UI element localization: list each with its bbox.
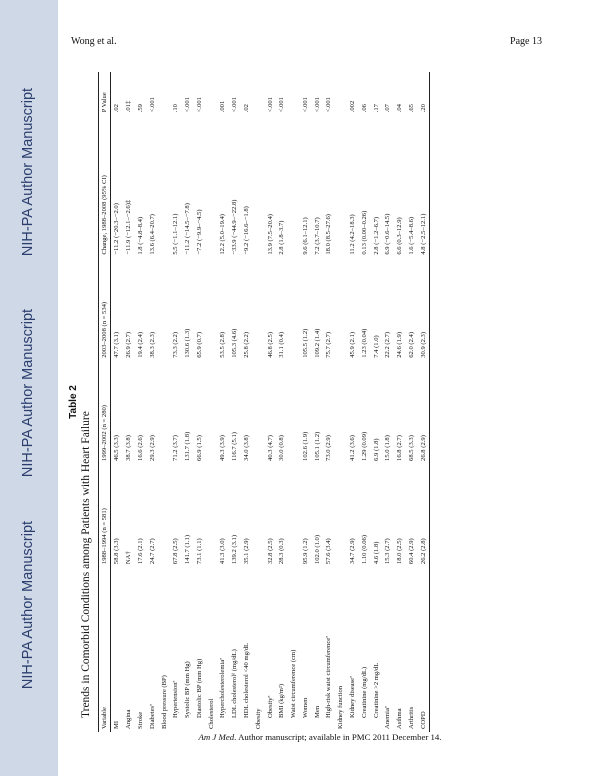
value-cell	[252, 258, 264, 361]
rotated-table-block	[68, 72, 548, 732]
value-cell: 35.1 (2.9)	[242, 538, 250, 565]
table-row	[146, 72, 158, 732]
watermark-text: NIH-PA Author Manuscript	[20, 308, 36, 478]
value-cell: <.001	[184, 97, 192, 113]
value-cell: 0.13 (0.00–0.26)	[360, 210, 368, 255]
running-head-author: Wong et al.	[71, 36, 117, 47]
variable-cell: Creatinine >2 mg/dL	[372, 662, 380, 718]
value-cell	[158, 361, 170, 464]
value-cell: 41.2 (3.6)	[349, 435, 357, 461]
table-row	[417, 72, 429, 732]
value-cell: 62.0 (2.4)	[407, 331, 415, 358]
value-cell: 68.5 (3.3)	[407, 435, 415, 461]
variable-cell: Diabetesª	[148, 704, 156, 729]
value-cell: −11.2 (−14.5–−7.8)	[184, 203, 192, 255]
table-row	[123, 72, 135, 732]
table-row	[370, 72, 382, 732]
variable-cell: Anemiaª	[384, 706, 392, 729]
value-cell: 53.5 (2.8)	[219, 331, 227, 358]
variable-cell: Kidney function	[337, 685, 345, 729]
value-cell: 26.8 (2.9)	[417, 361, 429, 464]
table-row	[323, 72, 335, 732]
variable-cell: Obesityª	[266, 695, 274, 718]
value-cell: 6.9 (1.8)	[372, 438, 380, 461]
variable-cell: Systolic BP (mm Hg)	[184, 661, 192, 718]
value-cell: 16.8 (2.7)	[396, 435, 404, 461]
table-row	[229, 72, 241, 732]
table-row	[335, 72, 347, 732]
table-header-row	[99, 72, 111, 732]
value-cell: .65	[407, 104, 415, 113]
value-cell: 29.3 (2.9)	[148, 435, 156, 461]
value-cell: 6.6 (0.3–12.9)	[396, 217, 404, 255]
value-cell: 71.2 (3.7)	[172, 435, 180, 461]
variable-cell: Angina	[125, 709, 133, 729]
value-cell: <.001	[195, 97, 203, 113]
value-cell: 7.4 (1.0)	[372, 335, 380, 358]
column-header: 2003–2008 (n = 534)	[99, 258, 111, 361]
table-row	[252, 72, 264, 732]
variable-cell: Hypertensionª	[172, 680, 180, 718]
value-cell: 31.1 (0.4)	[278, 331, 286, 358]
variable-cell: Diastolic BP (mm Hg)	[195, 658, 203, 718]
variable-cell: MI	[113, 720, 121, 729]
value-cell: NA†	[125, 551, 133, 565]
value-cell: 34.7 (2.9)	[349, 538, 357, 565]
value-cell	[252, 361, 264, 464]
value-cell: 109.2 (1.4)	[313, 328, 321, 358]
value-cell: .10	[172, 104, 180, 113]
value-cell: 131.7 (1.8)	[184, 431, 192, 461]
value-cell: 1.29 (0.09)	[360, 431, 368, 461]
value-cell: 141.7 (1.1)	[184, 534, 192, 565]
table-body	[111, 72, 430, 732]
table-row	[241, 72, 253, 732]
value-cell: 4.8 (−2.5–12.1)	[417, 115, 429, 257]
variable-cell: Men	[313, 705, 321, 718]
variable-cell: Hypercholesterolemiaª	[219, 657, 227, 718]
variable-cell: Asthma	[396, 708, 404, 729]
value-cell: .07	[384, 104, 392, 113]
value-cell	[158, 464, 170, 567]
column-header: Variable	[99, 567, 111, 732]
value-cell: .01‡	[125, 100, 133, 113]
table-row	[311, 72, 323, 732]
value-cell	[205, 361, 217, 464]
value-cell: 16.6 (2.6)	[136, 435, 144, 461]
value-cell: 46.5 (3.3)	[113, 435, 121, 461]
variable-cell: HDL cholesterol <40 mg/dL	[242, 642, 250, 718]
value-cell: 67.8 (2.5)	[172, 538, 180, 565]
value-cell	[158, 115, 170, 257]
value-cell	[335, 361, 347, 464]
table-row	[382, 72, 394, 732]
column-header: 1999–2002 (n = 280)	[99, 361, 111, 464]
value-cell: 5.5 (−1.1–12.1)	[172, 213, 180, 255]
table-row	[158, 72, 170, 732]
value-cell	[288, 361, 300, 464]
value-cell: 102.6 (1.9)	[301, 431, 309, 461]
value-cell: 4.6 (1.8)	[372, 541, 380, 565]
table-row	[394, 72, 406, 732]
watermark-text: NIH-PA Author Manuscript	[20, 520, 36, 690]
variable-cell: Kidney diseaseª	[349, 676, 357, 718]
value-cell: 105.3 (4.6)	[231, 328, 239, 358]
table-row	[347, 72, 359, 732]
value-cell: 116.7 (5.1)	[231, 432, 239, 461]
value-cell: .17	[372, 104, 380, 113]
table-row	[406, 72, 418, 732]
value-cell: 105.5 (1.2)	[301, 328, 309, 358]
value-cell: 30.9 (2.3)	[417, 258, 429, 361]
value-cell: 7.2 (3.7–10.7)	[313, 217, 321, 255]
variable-cell: High-risk waist circumferenceª	[325, 635, 333, 718]
value-cell: 65.9 (0.7)	[195, 331, 203, 358]
table-number: Table 2	[68, 385, 79, 419]
value-cell: 73.1 (1.1)	[195, 538, 203, 565]
value-cell: .02	[242, 104, 250, 113]
footer-citation	[0, 732, 600, 742]
value-cell: 9.6 (6.1–12.1)	[301, 217, 309, 255]
value-cell	[205, 464, 217, 567]
value-cell: 139.2 (3.1)	[231, 534, 239, 565]
value-cell: <.001	[301, 97, 309, 113]
value-cell	[205, 258, 217, 361]
table-row	[193, 72, 205, 732]
value-cell	[335, 72, 347, 115]
value-cell: 30.0 (0.8)	[278, 435, 286, 461]
value-cell: 2.8 (−1.2–6.7)	[372, 216, 380, 255]
value-cell	[288, 258, 300, 361]
value-cell: −11.9 (−12.1–−2.6)‡	[125, 199, 133, 255]
value-cell	[335, 464, 347, 567]
value-cell: .04	[396, 104, 404, 113]
value-cell	[158, 258, 170, 361]
value-cell: 49.3 (3.9)	[219, 435, 227, 461]
value-cell: 75.7 (2.7)	[325, 331, 333, 358]
value-cell: 26.2 (2.8)	[417, 464, 429, 567]
journal-name: Am J Med	[198, 732, 235, 742]
variable-cell: LDL cholesterolᵈ (mg/dL)	[231, 649, 239, 718]
value-cell: 60.4 (2.9)	[407, 538, 415, 565]
value-cell: <.001	[278, 97, 286, 113]
column-header: P Value	[99, 72, 111, 115]
value-cell: 45.9 (2.1)	[349, 331, 357, 358]
value-cell: 66.9 (1.5)	[195, 435, 203, 461]
value-cell: 22.2 (2.7)	[384, 331, 392, 358]
value-cell: 24.7 (2.7)	[148, 538, 156, 565]
value-cell: 12.2 (5.0–19.4)	[219, 213, 227, 255]
value-cell	[252, 464, 264, 567]
value-cell: 102.0 (1.0)	[313, 534, 321, 565]
value-cell: <.001	[231, 97, 239, 113]
value-cell: −11.2 (−20.3–−2.0)	[113, 203, 121, 255]
value-cell: 17.6 (2.1)	[136, 538, 144, 565]
value-cell: 38.3 (2.3)	[148, 331, 156, 358]
value-cell	[158, 72, 170, 115]
value-cell: 18.0 (2.5)	[396, 538, 404, 565]
value-cell: 1.23 (0.04)	[360, 328, 368, 358]
value-cell: 13.9 (7.5–20.4)	[266, 213, 274, 255]
value-cell: −9.2 (−16.6–−1.8)	[242, 206, 250, 255]
table-row	[217, 72, 229, 732]
variable-cell: COPD	[417, 567, 429, 732]
value-cell: <.001	[148, 97, 156, 113]
value-cell: <.001	[313, 97, 321, 113]
table-row	[300, 72, 312, 732]
value-cell: 58.8 (3.3)	[113, 538, 121, 565]
value-cell	[335, 115, 347, 257]
variable-cell: Women	[301, 697, 309, 718]
value-cell: 11.2 (4.2–18.3)	[349, 214, 357, 255]
value-cell: 130.6 (1.3)	[184, 328, 192, 358]
value-cell: 46.8 (2.5)	[266, 331, 274, 358]
variable-cell: Cholesterol	[207, 698, 215, 729]
value-cell: 15.0 (1.8)	[384, 435, 392, 461]
page-number: Page 13	[510, 36, 542, 47]
value-cell	[205, 72, 217, 115]
variable-cell: BMI (kg/m²)	[278, 683, 286, 718]
value-cell: 41.3 (3.0)	[219, 538, 227, 565]
value-cell: 24.6 (1.9)	[396, 331, 404, 358]
value-cell: −33.9 (−44.9–−22.8)	[231, 199, 239, 255]
table-row	[288, 72, 300, 732]
value-cell: .001	[219, 100, 227, 113]
table-row	[111, 72, 123, 732]
value-cell: 18.0 (8.5–27.6)	[325, 213, 333, 255]
value-cell	[252, 115, 264, 257]
value-cell: <.001	[325, 97, 333, 113]
variable-cell: Obesity	[254, 708, 262, 729]
value-cell: −7.2 (−9.9–−4.5)	[195, 209, 203, 255]
value-cell: 28.3 (0.3)	[278, 538, 286, 565]
value-cell: 47.7 (3.1)	[113, 331, 121, 358]
table-row	[264, 72, 276, 732]
variable-cell: Creatinine (mg/dL)	[360, 666, 368, 718]
value-cell: 73.0 (2.9)	[325, 435, 333, 461]
value-cell: 2.8 (1.8–3.7)	[278, 220, 286, 255]
variable-cell: Arthritis	[407, 706, 415, 729]
value-cell	[288, 72, 300, 115]
watermark-text: NIH-PA Author Manuscript	[20, 87, 36, 257]
value-cell: 1.6 (−5.4–8.6)	[407, 216, 415, 255]
value-cell: 1.10 (0.06)	[360, 534, 368, 565]
value-cell: 73.3 (2.2)	[172, 331, 180, 358]
value-cell: .002	[349, 100, 357, 113]
value-cell: 95.9 (1.2)	[301, 538, 309, 565]
value-cell: .59	[136, 104, 144, 113]
variable-cell: Blood pressure (BP)	[160, 675, 168, 729]
table-row	[276, 72, 288, 732]
value-cell: 38.7 (3.8)	[125, 435, 133, 461]
table-row	[135, 72, 147, 732]
footer-text: . Author manuscript; available in PMC 2011 December 14.	[234, 732, 442, 742]
value-cell	[288, 464, 300, 567]
value-cell: 32.8 (2.5)	[266, 538, 274, 565]
value-cell: 105.1 (1.2)	[313, 431, 321, 461]
value-cell: 6.9 (−0.6–14.5)	[384, 213, 392, 255]
value-cell: 40.3 (4.7)	[266, 435, 274, 461]
value-cell: .06	[360, 104, 368, 113]
value-cell	[335, 258, 347, 361]
variable-cell: Waist circumference (cm)	[290, 649, 298, 718]
value-cell	[252, 72, 264, 115]
value-cell: 19.4 (2.4)	[136, 331, 144, 358]
table-row	[358, 72, 370, 732]
table-row	[182, 72, 194, 732]
table-row	[170, 72, 182, 732]
value-cell: .02	[113, 104, 121, 113]
column-header: 1988–1994 (n = 581)	[99, 464, 111, 567]
value-cell	[288, 115, 300, 257]
variable-cell: Stroke	[136, 711, 144, 729]
value-cell: 26.9 (2.7)	[125, 331, 133, 358]
value-cell: <.001	[266, 97, 274, 113]
comorbid-conditions-table	[98, 72, 430, 732]
value-cell	[205, 115, 217, 257]
table-title: Trends in Comorbid Conditions among Patients with Heart Failure	[80, 411, 92, 718]
value-cell: .20	[417, 72, 429, 115]
value-cell: 15.3 (2.7)	[384, 538, 392, 565]
value-cell: 25.8 (2.2)	[242, 331, 250, 358]
value-cell: 57.6 (3.4)	[325, 538, 333, 565]
table-row	[205, 72, 217, 732]
value-cell: 1.8 (−4.8–8.4)	[136, 216, 144, 255]
value-cell: 13.6 (6.4–20.7)	[148, 213, 156, 255]
column-header: Change, 1988–2008 (95% CI)	[99, 115, 111, 257]
side-band	[0, 0, 58, 776]
value-cell: 34.0 (3.8)	[242, 435, 250, 461]
